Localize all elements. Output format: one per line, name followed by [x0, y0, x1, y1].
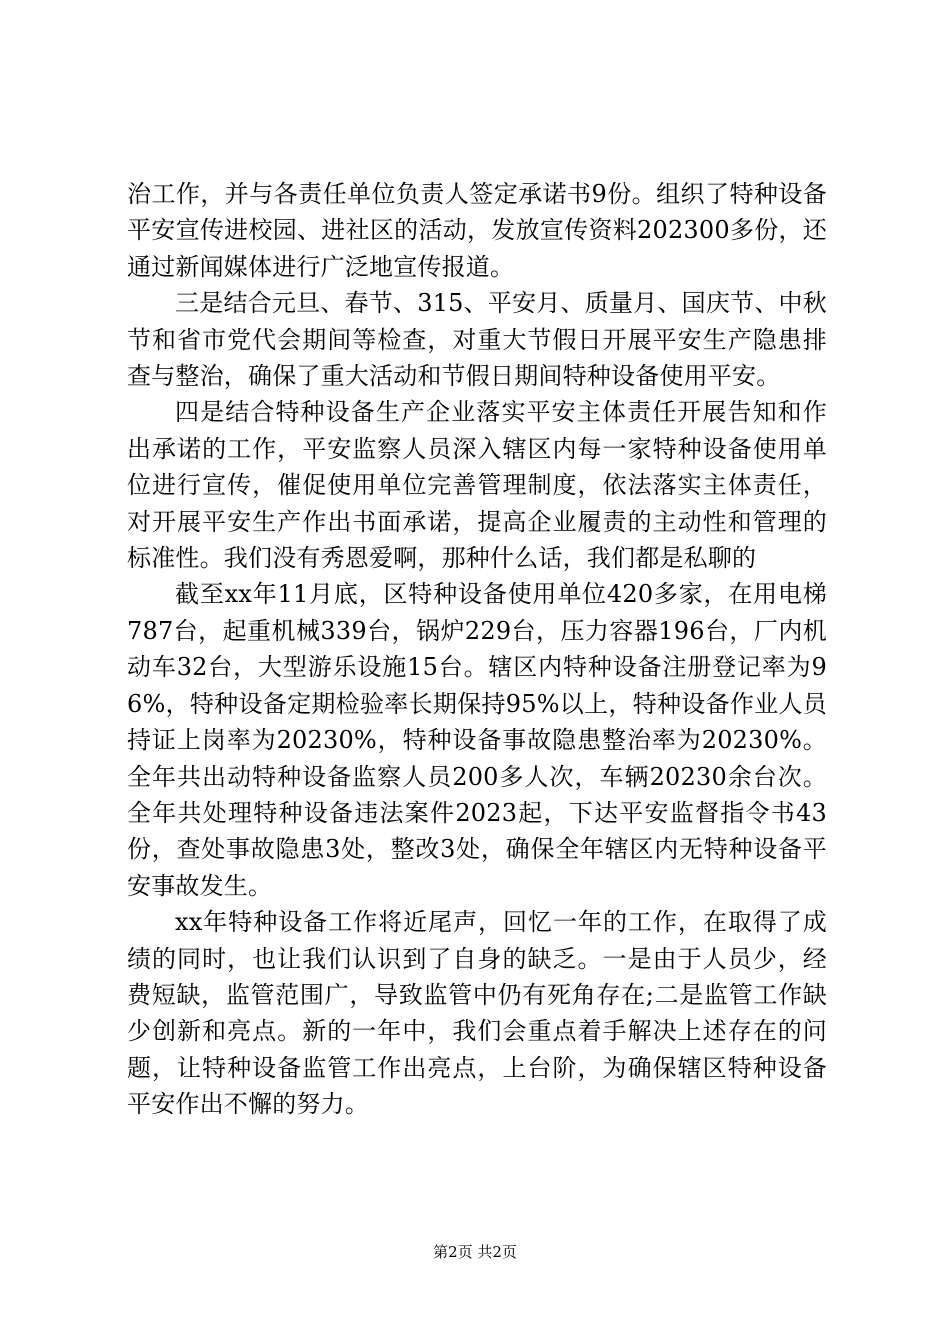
paragraph-3: 四是结合特种设备生产企业落实平安主体责任开展告知和作出承诺的工作，平安监察人员深入辖区内每一家特种设备使用单位进行宣传，催促使用单位完善管理制度，依法落实主体责任，对开展平安生产作出书面承诺，提高企业履责的主动性和管理的标准性。我们没有秀恩爱啊，那种什么话，我们都是私聊的: [127, 398, 827, 573]
paragraph-2: 三是结合元旦、春节、315、平安月、质量月、国庆节、中秋节和省市党代会期间等检查，对重大节假日开展平安生产隐患排查与整治，确保了重大活动和节假日期间特种设备使用平安。: [127, 289, 827, 391]
document-body: [127, 176, 827, 1123]
paragraph-5: xx年特种设备工作将近尾声，回忆一年的工作，在取得了成绩的同时，也让我们认识到了自身的缺乏。一是由于人员少，经费短缺，监管范围广，导致监管中仍有死角存在;二是监管工作缺少创新和亮点。新的一年中，我们会重点着手解决上述存在的问题，让特种设备监管工作出亮点，上台阶，为确保辖区特种设备平安作出不懈的努力。: [127, 908, 827, 1119]
paragraph-1: 治工作，并与各责任单位负责人签定承诺书9份。组织了特种设备平安宣传进校园、进社区的活动，发放宣传资料202300多份，还通过新闻媒体进行广泛地宣传报道。: [127, 180, 827, 281]
paragraph-4: 截至xx年11月底，区特种设备使用单位420多家，在用电梯787台，起重机械339台，锅炉229台，压力容器196台，厂内机动车32台，大型游乐设施15台。辖区内特种设备注册登记率为96%，特种设备定期检验率长期保持95%以上，特种设备作业人员持证上岗率为20230%，特种设备事故隐患整治率为20230%。全年共出动特种设备监察人员200多人次，车辆20230余台次。全年共处理特种设备违法案件2023起，下达平安监督指令书43份，查处事故隐患3处，整改3处，确保全年辖区内无特种设备平安事故发生。: [127, 580, 827, 900]
page-number-footer: 第2页 共2页: [433, 1243, 517, 1261]
